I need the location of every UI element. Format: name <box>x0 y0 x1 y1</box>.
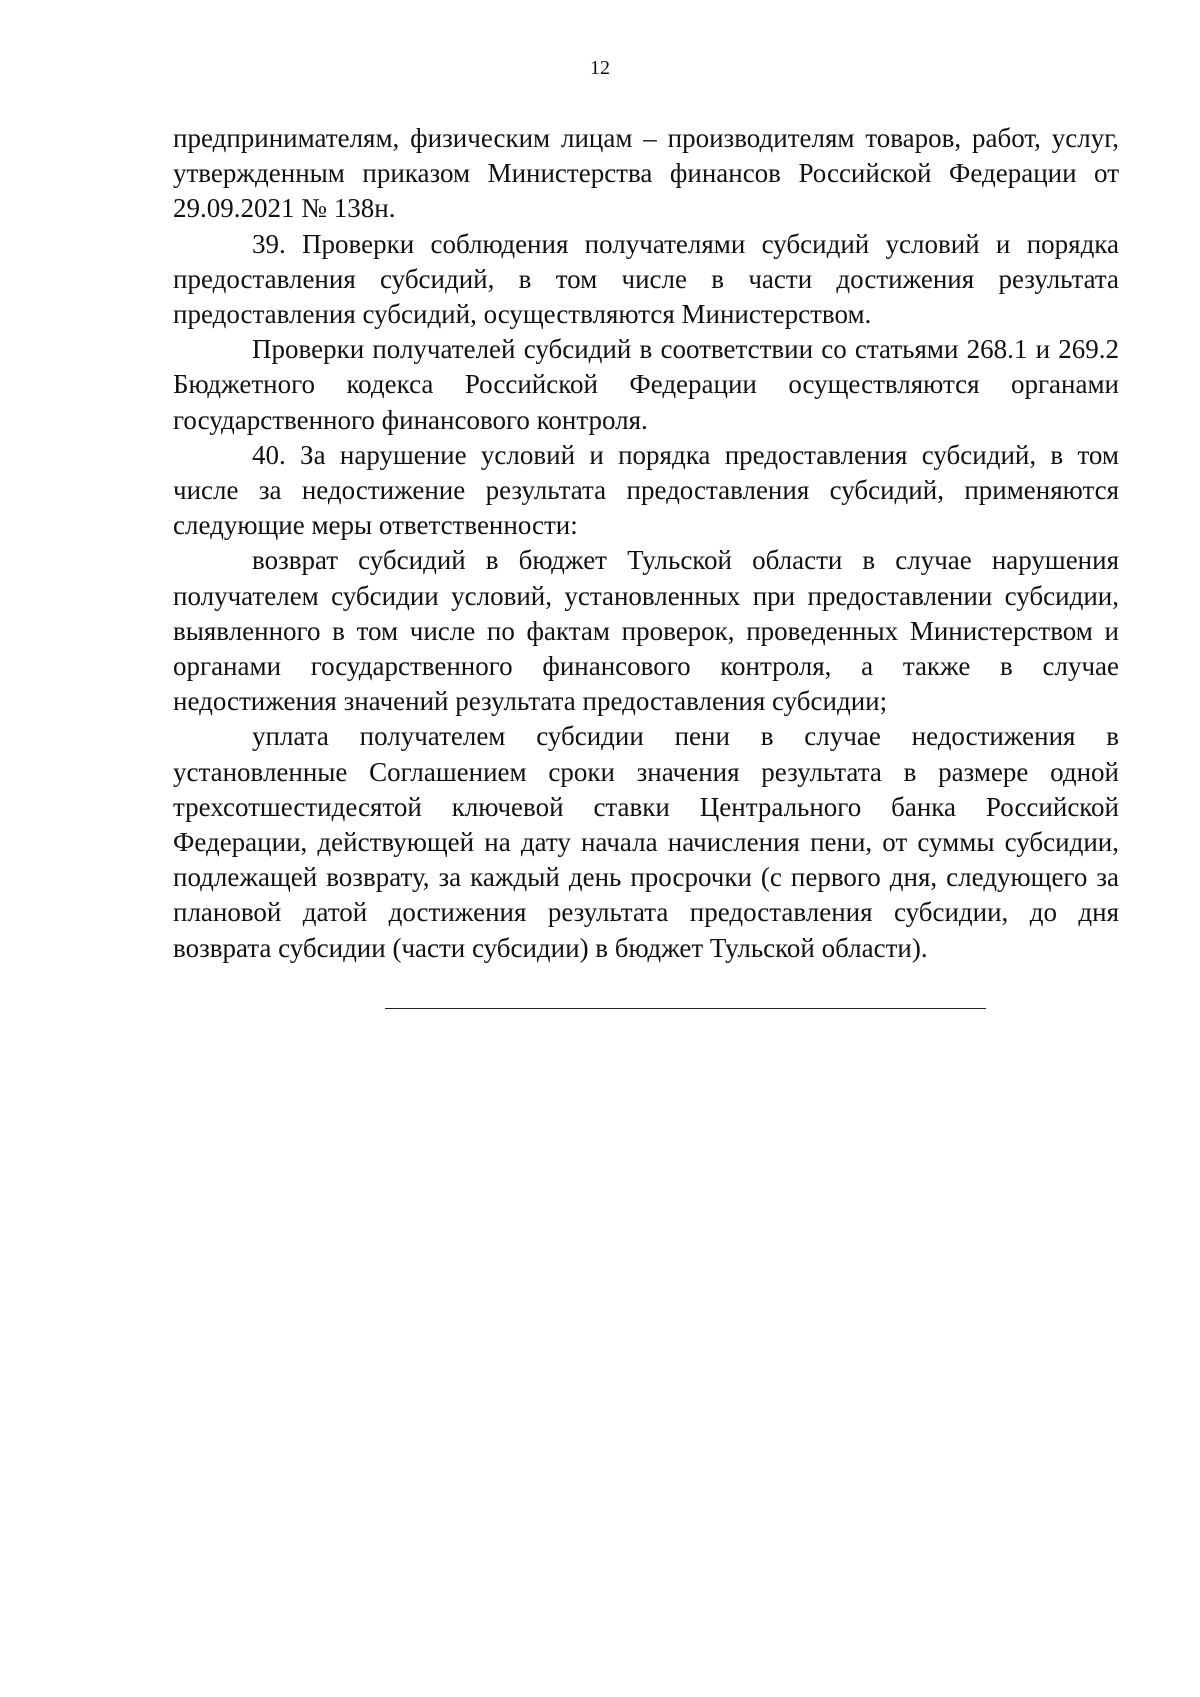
page-number: 12 <box>590 57 610 79</box>
paragraph-item-40: 40. За нарушение условий и порядка предоставления субсидий, в том числе за недостижение результата предоставления субсидий, применяются следующие меры ответственности: <box>173 439 1119 541</box>
paragraph-continuation: предпринимателям, физическим лицам – производителям товаров, работ, услуг, утвержденным приказом Министерства финансов Российской Федерации от 29.09.2021 № 138н. <box>173 123 1119 224</box>
end-of-document-line <box>385 1008 986 1009</box>
paragraph-penalty-measure: уплата получателем субсидии пени в случае недостижения в установленные Соглашением сроки значения результата в размере одной трехсотшестидесятой ключевой ставки Центрального банка Российской Федерации, действующей на дату начала начисления пени, от суммы субсидии, подлежащей возврату, за каждый день просрочки (с первого дня, следующего за плановой датой достижения результата предоставления субсидии, до дня возврата субсидии (части субсидии) в бюджет Тульской области). <box>173 721 1119 963</box>
document-body <box>173 121 1119 966</box>
paragraph-audit-bodies: Проверки получателей субсидий в соответствии со статьями 268.1 и 269.2 Бюджетного кодекса Российской Федерации осуществляются органами государственного финансового контроля. <box>173 334 1119 435</box>
paragraph-item-39: 39. Проверки соблюдения получателями субсидий условий и порядка предоставления субсидий, в том числе в части достижения результата предоставления субсидий, осуществляются Министерством. <box>173 228 1119 330</box>
paragraph-refund-measure: возврат субсидий в бюджет Тульской области в случае нарушения получателем субсидии условий, установленных при предоставлении субсидии, выявленного в том числе по фактам проверок, проведенных Министерством и органами государственного финансового контроля, а также в случае недостижения значений результата предоставления субсидии; <box>173 545 1119 717</box>
